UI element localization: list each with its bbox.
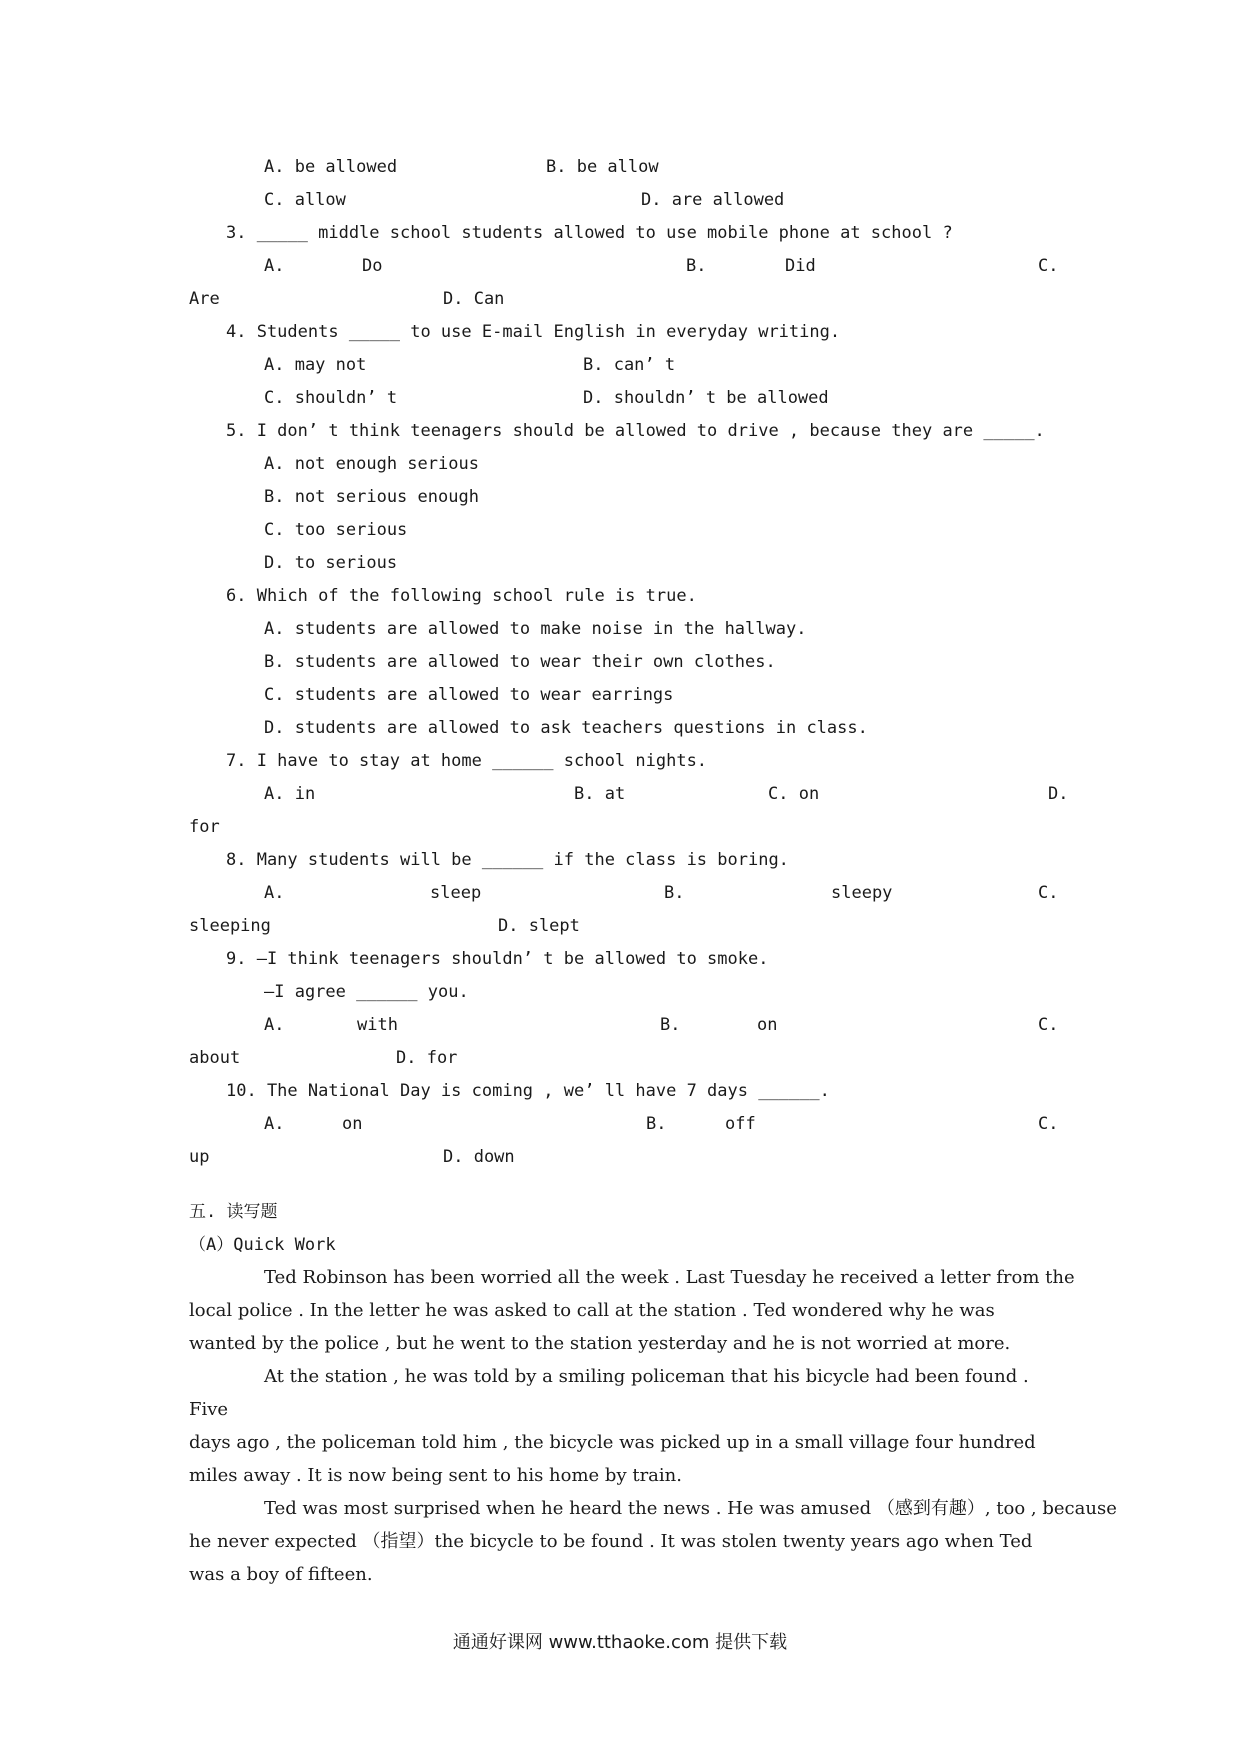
q3-option-b: Did [785,256,816,276]
q8-stem: 8. Many students will be ______ if the class is boring. [226,850,789,870]
q3-stem: 3. _____ middle school students allowed to use mobile phone at school ? [226,223,953,243]
q7-option-d-label: D. [1048,784,1069,804]
q10-option-d: D. down [443,1147,515,1167]
passage-line: Five [189,1399,229,1420]
q10-option-c: up [189,1147,210,1167]
q9-option-c: about [189,1048,241,1068]
q9-option-d: D. for [396,1048,458,1068]
q6-stem: 6. Which of the following school rule is true. [226,586,697,606]
passage-line: days ago , the policeman told him , the bicycle was picked up in a small village four hundred [189,1432,1036,1453]
q7-option-a: A. in [264,784,316,804]
q9-option-c-label: C. [1038,1015,1059,1035]
q8-option-d: D. slept [498,916,580,936]
q3-option-d: D. Can [443,289,505,309]
passage-line: was a boy of fifteen. [189,1564,373,1585]
q4-option-b: B. can’ t [583,355,676,375]
q10-stem: 10. The National Day is coming , we’ ll have 7 days ______. [226,1081,830,1101]
q8-option-b: sleepy [831,883,893,903]
q6-option-a: A. students are allowed to make noise in the hallway. [264,619,807,639]
q8-option-a-label: A. [264,883,285,903]
q9-option-b-label: B. [660,1015,681,1035]
q8-option-a: sleep [430,883,482,903]
q2-option-b: B. be allow [546,157,659,177]
page-footer: 通通好课网 www.tthaoke.com 提供下载 [452,1632,788,1653]
q7-stem: 7. I have to stay at home ______ school nights. [226,751,708,771]
q5-option-b: B. not serious enough [264,487,479,507]
passage-line: Ted Robinson has been worried all the week . Last Tuesday he received a letter from the [264,1267,1075,1288]
q4-stem: 4. Students _____ to use E-mail English in everyday writing. [226,322,841,342]
q3-option-c: Are [189,289,220,309]
q6-option-c: C. students are allowed to wear earrings [264,685,674,705]
section-heading: 五. 读写题 [189,1202,278,1222]
q2-option-a: A. be allowed [264,157,398,177]
passage-line: miles away . It is now being sent to his home by train. [189,1465,682,1486]
section-subheading: （A）Quick Work [189,1235,336,1255]
q5-option-c: C. too serious [264,520,408,540]
q7-option-d: for [189,817,220,837]
q4-option-d: D. shouldn’ t be allowed [583,388,829,408]
q2-option-d: D. are allowed [641,190,785,210]
q6-option-b: B. students are allowed to wear their own clothes. [264,652,776,672]
q4-option-c: C. shouldn’ t [264,388,398,408]
q8-option-b-label: B. [664,883,685,903]
q3-option-c-label: C. [1038,256,1059,276]
passage-line: wanted by the police , but he went to the station yesterday and he is not worried at more. [189,1333,1011,1354]
q9-option-a: with [357,1015,398,1035]
q10-option-b: off [725,1114,756,1134]
q2-option-c: C. allow [264,190,346,210]
passage-line: local police . In the letter he was asked to call at the station . Ted wondered why he was [189,1300,995,1321]
q3-option-a: Do [362,256,383,276]
passage-line: At the station , he was told by a smiling policeman that his bicycle had been found . [264,1366,1029,1387]
passage-line: he never expected （指望）the bicycle to be found . It was stolen twenty years ago when Ted [189,1531,1033,1552]
q8-option-c-label: C. [1038,883,1059,903]
q8-option-c: sleeping [189,916,271,936]
q7-option-c: C. on [768,784,820,804]
q4-option-a: A. may not [264,355,367,375]
q9-option-a-label: A. [264,1015,285,1035]
q10-option-c-label: C. [1038,1114,1059,1134]
q6-option-d: D. students are allowed to ask teachers questions in class. [264,718,868,738]
q5-stem: 5. I don’ t think teenagers should be allowed to drive , because they are _____. [226,421,1045,441]
q9-stem: 9. —I think teenagers shouldn’ t be allowed to smoke. [226,949,769,969]
q10-option-a-label: A. [264,1114,285,1134]
q5-option-d: D. to serious [264,553,398,573]
q9-option-b: on [757,1015,778,1035]
q3-option-a-label: A. [264,256,285,276]
q10-option-a: on [342,1114,363,1134]
passage-line: Ted was most surprised when he heard the news . He was amused （感到有趣）, too , because [264,1498,1117,1519]
q5-option-a: A. not enough serious [264,454,479,474]
q9-reply: —I agree ______ you. [264,982,469,1002]
q10-option-b-label: B. [646,1114,667,1134]
q3-option-b-label: B. [686,256,707,276]
q7-option-b: B. at [574,784,626,804]
